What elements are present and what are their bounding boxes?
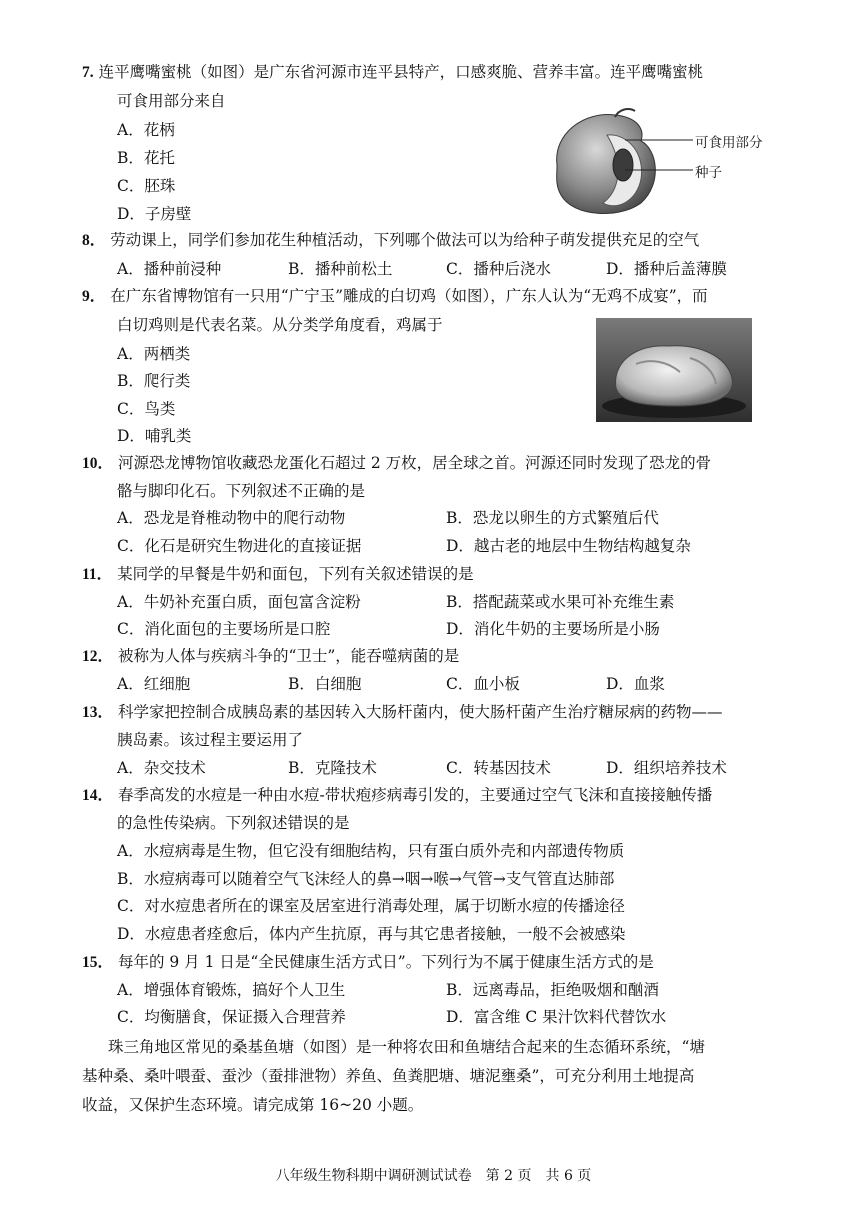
q13-stem-line2: 胰岛素。该过程主要运用了 (117, 731, 304, 749)
q14-option-d: D．水痘患者痊愈后，体内产生抗原，再与其它患者接触，一般不会被感染 (117, 925, 626, 943)
q7-option-a: A．花柄 (117, 121, 175, 139)
q13-option-a: A．杂交技术 (117, 759, 206, 777)
q15-option-a: A．增强体育锻炼，搞好个人卫生 (117, 981, 346, 999)
q8-option-b: B．播种前松土 (288, 260, 393, 278)
q8-number: 8． (82, 232, 106, 249)
q12-option-c: C．血小板 (446, 675, 520, 693)
q7-option-c: C．胚珠 (117, 177, 176, 195)
q7-stem-line2: 可食用部分来自 (117, 92, 226, 110)
q9-stem-line2: 白切鸡则是代表名菜。从分类学角度看，鸡属于 (117, 316, 443, 334)
q14-option-b: B．水痘病毒可以随着空气飞沫经人的鼻→咽→喉→气管→支气管直达肺部 (117, 870, 615, 888)
passage-line1: 珠三角地区常见的桑基鱼塘（如图）是一种将农田和鱼塘结合起来的生态循环系统，“塘 (108, 1038, 705, 1056)
q14-stem-line2: 的急性传染病。下列叙述错误的是 (117, 814, 350, 832)
q13-number: 13． (82, 704, 114, 721)
q9-option-c: C．鸟类 (117, 400, 176, 418)
q10-stem-line1: 10． 河源恐龙博物馆收藏恐龙蛋化石超过 2 万枚，居全球之首。河源还同时发现了恐龙的骨 (82, 454, 712, 472)
q11-option-b: B．搭配蔬菜或水果可补充维生素 (446, 593, 675, 611)
q9-number: 9． (82, 288, 106, 305)
passage-line3: 收益，又保护生态环境。请完成第 16~20 小题。 (82, 1096, 424, 1114)
q14-option-c: C．对水痘患者所在的课室及居室进行消毒处理，属于切断水痘的传播途径 (117, 897, 625, 915)
figure-label-seed: 种子 (695, 165, 722, 181)
q8-option-a: A．播种前浸种 (117, 260, 222, 278)
q13-option-b: B．克隆技术 (288, 759, 377, 777)
q11-option-d: D．消化牛奶的主要场所是小肠 (446, 620, 660, 638)
peach-figure-leader-lines (625, 132, 695, 177)
q8-option-c: C．播种后浇水 (446, 260, 551, 278)
q11-stem-line1: 11． 某同学的早餐是牛奶和面包，下列有关叙述错误的是 (82, 565, 474, 583)
q10-option-d: D．越古老的地层中生物结构越复杂 (446, 537, 691, 555)
q12-option-a: A．红细胞 (117, 675, 191, 693)
q7-number: 7. (82, 64, 94, 81)
q15-option-b: B．远离毒品，拒绝吸烟和酗酒 (446, 981, 659, 999)
q7-option-d: D．子房壁 (117, 205, 192, 223)
q10-stem-line2: 骼与脚印化石。下列叙述不正确的是 (117, 482, 366, 500)
q9-option-b: B．爬行类 (117, 372, 191, 390)
q11-option-a: A．牛奶补充蛋白质，面包富含淀粉 (117, 593, 361, 611)
q8-stem-line1: 8． 劳动课上，同学们参加花生种植活动，下列哪个做法可以为给种子萌发提供充足的空气 (82, 231, 700, 249)
q12-stem-line1: 12． 被称为人体与疾病斗争的“卫士”，能吞噬病菌的是 (82, 647, 460, 665)
q10-option-c: C．化石是研究生物进化的直接证据 (117, 537, 362, 555)
q11-number: 11． (82, 566, 113, 583)
q13-option-c: C．转基因技术 (446, 759, 551, 777)
q10-option-a: A．恐龙是脊椎动物中的爬行动物 (117, 509, 346, 527)
q14-option-a: A．水痘病毒是生物，但它没有细胞结构，只有蛋白质外壳和内部遗传物质 (117, 842, 625, 860)
q8-option-d: D．播种后盖薄膜 (606, 260, 727, 278)
q12-option-b: B．白细胞 (288, 675, 362, 693)
q12-option-d: D．血浆 (606, 675, 665, 693)
q11-option-c: C．消化面包的主要场所是口腔 (117, 620, 331, 638)
q12-number: 12． (82, 648, 114, 665)
figure-label-edible-part: 可食用部分 (695, 135, 763, 151)
q7-stem-line1: 7. 连平鹰嘴蜜桃（如图）是广东省河源市连平县特产，口感爽脆、营养丰富。连平鹰嘴蜜桃 (82, 63, 704, 81)
q13-stem-line1: 13． 科学家把控制合成胰岛素的基因转入大肠杆菌内，使大肠杆菌产生治疗糖尿病的药物—— (82, 703, 723, 721)
jade-chicken-photo (596, 318, 752, 422)
q15-option-c: C．均衡膳食，保证摄入合理营养 (117, 1008, 346, 1026)
q13-option-d: D．组织培养技术 (606, 759, 727, 777)
page-footer: 八年级生物科期中调研测试试卷 第 2 页 共 6 页 (275, 1168, 592, 1184)
q9-option-d: D．哺乳类 (117, 427, 192, 445)
q9-option-a: A．两栖类 (117, 345, 191, 363)
q15-number: 15． (82, 954, 114, 971)
q9-stem-line1: 9． 在广东省博物馆有一只用“广宁玉”雕成的白切鸡（如图），广东人认为“无鸡不成宴”，而 (82, 287, 708, 305)
q14-number: 14． (82, 787, 114, 804)
q14-stem-line1: 14． 春季高发的水痘是一种由水痘-带状疱疹病毒引发的，主要通过空气飞沫和直接接触传播 (82, 786, 713, 804)
q15-stem-line1: 15． 每年的 9 月 1 日是“全民健康生活方式日”。下列行为不属于健康生活方式的是 (82, 953, 654, 971)
q10-number: 10． (82, 455, 114, 472)
passage-line2: 基种桑、桑叶喂蚕、蚕沙（蚕排泄物）养鱼、鱼粪肥塘、塘泥壅桑”，可充分利用土地提高 (82, 1067, 695, 1085)
q15-option-d: D．富含维 C 果汁饮料代替饮水 (446, 1008, 667, 1026)
q10-option-b: B．恐龙以卵生的方式繁殖后代 (446, 509, 659, 527)
q7-option-b: B．花托 (117, 149, 175, 167)
